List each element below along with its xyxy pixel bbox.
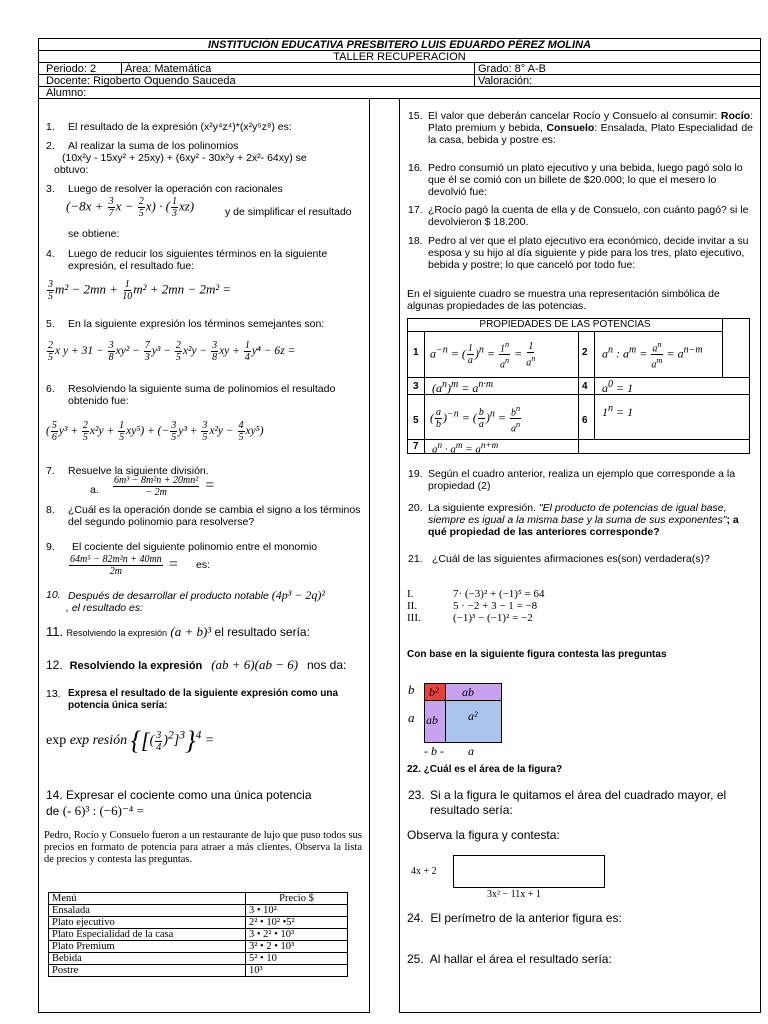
area-figure: b a b² ab ab a² - b - a — [404, 680, 524, 760]
q3-expression: (−8x + $\frac{3}{7}$ x − $\frac{2}{5}$ x) · ( $\frac{1}{3}$ xz) — [66, 196, 195, 219]
prop-formula-6: $1^n = 1$ — [602, 403, 634, 419]
q4-expression: $\frac{3}{5}$ m² − 2mn + $\frac{1}{10}$ m² + 2mn − 2m² = — [48, 279, 232, 302]
menu-header-row: Menú Precio $ — [49, 893, 348, 905]
q6-expression: ( $\frac{5}{6}$ y³ + $\frac{2}{5}$ x²y + $\frac{1}{5}$ xy⁵) + (− $\frac{3}{5}$ y³ + $\frac{3}{5}$ x²y − $\frac{4}{5}$ xy⁵) — [46, 420, 264, 443]
question-10: 10. Después de desarrollar el producto notable (4p³ − 2q)² , el resultado es: — [46, 588, 326, 614]
observe-text: Observa la figura y contesta: — [407, 828, 560, 842]
table-row: Postre 10³ — [49, 965, 348, 977]
grado: Grado: 8° A-B — [474, 63, 546, 74]
question-19: 19. Según el cuadro anterior, realiza un ejemplo que corresponde a la propiedad (2) — [408, 468, 736, 492]
q3-tail: y de simplificar el resultado — [225, 206, 352, 218]
question-15: 15. El valor que deberán cancelar Rocío y Consuelo al consumir: Rocío: Plato premium y bebida, Consuelo: Ensalada, Plato Especialidad de la casa, bebida y postre es: — [408, 110, 753, 146]
table-row: Plato Especialidad de la casa 3 • 2² • 10³ — [49, 929, 348, 941]
prop-num-7: 7 — [413, 441, 419, 452]
question-20: 20. La siguiente expresión. "El producto de potencias de igual base, siempre es igual a la misma base y la suma de sus exponentes"; a qué propiedad de las anteriores corresponde? — [408, 502, 739, 538]
rect-ab-left: ab — [424, 701, 446, 743]
question-9: 9. El cociente del siguiente polinomio entre el monomio — [46, 541, 318, 553]
question-17: 17. ¿Rocío pagó la cuenta de ella y de Consuelo, con cuánto pagó? si le devolvieron $ 18.200. — [408, 204, 749, 228]
area: Área: Matemática — [121, 63, 211, 74]
prop-num-1: 1 — [413, 347, 419, 358]
prop-formula-4: $a^0 = 1$ — [602, 379, 634, 395]
q3-tail2: se obtiene: — [68, 228, 120, 240]
question-13: 13. Expresa el resultado de la siguiente expresión como una potencia única sería: — [46, 688, 339, 711]
question-21: 21. ¿Cuál de las siguientes afirmaciones es(son) verdadera(s)? — [408, 553, 710, 565]
question-18: 18. Pedro al ver que el plato ejecutivo era económico, decide invitar a su esposa y su hijo al día siguiente y pide para los tres, plato ejecutivo, bebida y postre; lo que canceló por todo fue: — [408, 235, 749, 271]
question-24: 24. El perímetro de la anterior figura es: — [407, 911, 622, 925]
prop-formula-5: ( $\frac{a}{b}$ )$^{-n}$ = ( $\frac{b}{a}$ )$^n$ = $\frac{b^n}{a^n}$ — [430, 404, 521, 435]
question-6: 6. Resolviendo la siguiente suma de polinomios el resultado obtenido fue: — [46, 383, 336, 407]
square-b2: b² — [424, 683, 446, 701]
alumno: Alumno: — [46, 87, 87, 99]
menu-table — [48, 892, 348, 977]
question-2: 2. Al realizar la suma de los polinomios (10x²y - 15xy² + 25xy) + (6xy² - 30x²y + 2x²- 64xy) se obtuvo: — [46, 140, 307, 176]
prop-num-5: 5 — [413, 415, 419, 426]
question-22: 22. ¿Cuál es el área de la figura? — [407, 764, 563, 775]
valoracion: Valoración: — [474, 75, 532, 86]
workshop-title: TALLER RECUPERACION — [333, 51, 466, 63]
question-23: 23. Si a la figura le quitamos el área del cuadrado mayor, el resultado sería: — [408, 788, 727, 817]
prop-formula-7: $a^n \cdot a^m = a^{n+m}$ — [432, 440, 499, 456]
question-12: 12. Resolviendo la expresión (ab + 6)(ab − 6) nos da: — [46, 657, 347, 672]
q7-sub: a. — [90, 484, 99, 496]
question-3: 3. Luego de resolver la operación con racionales — [46, 183, 283, 195]
table-row: Plato Premium 3² • 2 • 10³ — [49, 941, 348, 953]
prop-num-2: 2 — [582, 347, 588, 358]
q7-expression: $\frac{\text{6m³ − 8m²n + 20mn²}}{- 2m}$ = — [114, 475, 215, 498]
rectangle-figure — [453, 855, 605, 888]
school-name: INSTITUCIÓN EDUCATIVA PRESBITERO LUIS EDUARDO PÉREZ MOLINA — [208, 39, 591, 51]
q9-tail: es: — [196, 559, 211, 571]
rect-height-label: 4x + 2 — [411, 866, 437, 877]
table-row: Plato ejecutivo 2² • 10² •5² — [49, 917, 348, 929]
question-16: 16. Pedro consumió un plato ejecutivo y una bebida, luego pagó solo lo que él se comió con un billete de $20.000; lo que el mesero lo devolvió fue: — [408, 162, 743, 198]
prop-num-6: 6 — [582, 415, 588, 426]
q9-expression: $\frac{\text{64m⁵ − 82m²n + 40mn}}{2m}$ = — [70, 554, 179, 577]
question-14: 14. Expresar el cociente como una única potencia de (- 6)³ : (−6)⁻⁴ = — [46, 788, 312, 818]
question-7: 7. Resuelve la siguiente división. — [46, 465, 209, 477]
question-11: 11. Resolviendo la expresión (a + b)³ el resultado sería: — [46, 624, 310, 639]
prop-formula-2: $a^n$ : $a^m$ = $\frac{a^n}{a^m}$ = $a^{n-m}$ — [602, 340, 703, 371]
square-a2: a² — [446, 701, 502, 743]
header-alumno-row — [38, 86, 761, 99]
prop-num-4: 4 — [582, 381, 588, 392]
question-5: 5. En la siguiente expresión los términos semejantes son: — [46, 318, 325, 330]
figure-intro: Con base en la siguiente figura contesta las preguntas — [407, 649, 667, 660]
question-4: 4. Luego de reducir los siguientes términos en la siguiente expresión, el resultado fue: — [46, 248, 328, 272]
q21-items: I. 7· (−3)² + (−1)⁵ = 64 II. 5 · −2 + 3 − 1 = −8 III. (−1)³ − (−1)² = −2 — [407, 588, 545, 624]
periodo: Periodo: 2 — [46, 63, 97, 75]
question-8: 8. ¿Cuál es la operación donde se cambia el signo a los términos del segundo polinomio para resolverse? — [46, 504, 361, 528]
q13-expression: exp exp resión {[( $\frac{3}{4}$ )$^2$]$^3$}$^4$ = — [46, 726, 215, 755]
prop-formula-3: $(a^n)^m = a^{n\cdot m}$ — [432, 379, 494, 395]
table-row: Ensalada 3 • 10² — [49, 905, 348, 917]
rect-ab-top: ab — [446, 683, 502, 701]
prop-num-3: 3 — [413, 381, 419, 392]
table-row: Bebida 5² • 10 — [49, 953, 348, 965]
properties-table — [407, 318, 750, 454]
q5-expression: $\frac{2}{5}$ x y + 31 − $\frac{3}{8}$ xy² − $\frac{7}{3}$ y³ − $\frac{2}{5}$ x²y − $\frac{3}{8}$ xy + $\frac{1}{4}$ y⁴ − 6z = — [48, 340, 296, 363]
question-1: 1. El resultado de la expresión (x²y⁴z⁴)*(x²y⁵z⁸) es: — [46, 121, 292, 133]
restaurant-story: Pedro, Rocío y Consuelo fueron a un restaurante de lujo que puso todos sus precios en formato de potencia para atraer a más clientes. Observa la lista de precios y contesta las preguntas. — [44, 830, 362, 865]
rect-width-label: 3x² − 11x + 1 — [487, 889, 541, 900]
properties-intro: En el siguiente cuadro se muestra una representación simbólica de algunas propiedades de las potencias. — [407, 288, 720, 312]
properties-title: PROPIEDADES DE LAS POTENCIAS — [408, 319, 723, 332]
docente: Docente: Rigoberto Oquendo Sauceda — [46, 75, 236, 87]
question-25: 25. Al hallar el área el resultado sería: — [407, 952, 612, 966]
prop-formula-1: $a^{-n}$ = ( $\frac{1}{a}$ )$^n$ = $\frac{1^n}{a^n}$ = $\frac{1}{a^n}$ — [430, 340, 536, 371]
